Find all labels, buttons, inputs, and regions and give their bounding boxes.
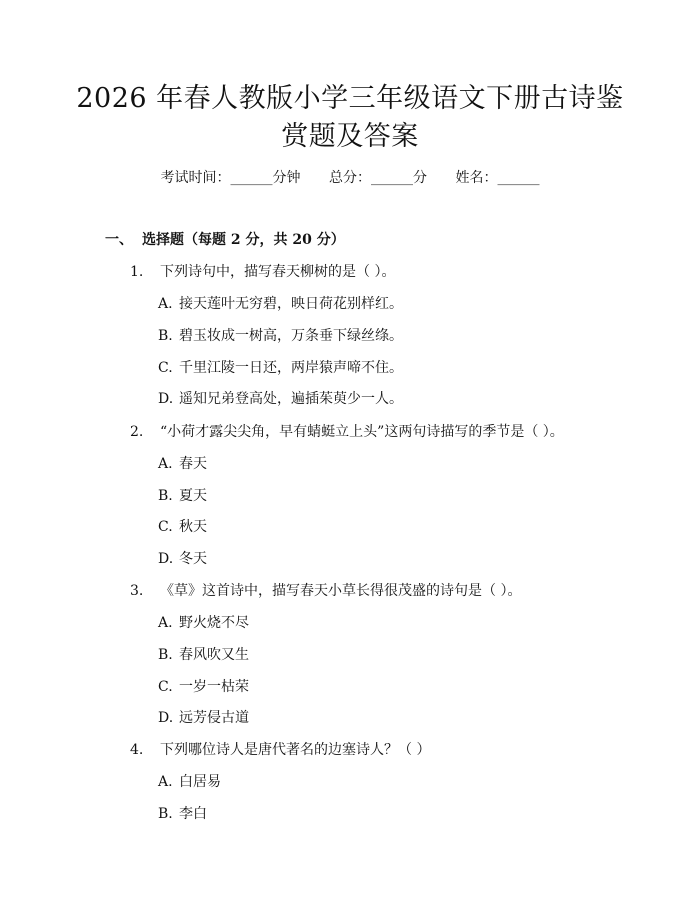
option: [158, 486, 207, 506]
question-text: 下列哪位诗人是唐代著名的边塞诗人？（ ）: [160, 742, 431, 758]
option-label: A.: [158, 456, 173, 472]
option-text: 夏天: [179, 488, 207, 504]
option: [158, 677, 249, 697]
question: [130, 740, 430, 760]
option: [158, 772, 221, 792]
option-text: 冬天: [179, 551, 207, 567]
option-text: 野火烧不尽: [179, 615, 249, 631]
option-text: 碧玉妆成一树高，万条垂下绿丝绦。: [179, 328, 403, 344]
exam-time: 考试时间：______分钟: [160, 170, 301, 186]
option: [158, 389, 403, 409]
section-title: 选择题（每题 2 分，共 20 分）: [142, 232, 345, 248]
option: [158, 294, 403, 314]
option-label: B.: [158, 806, 173, 822]
question: [130, 262, 395, 282]
option: [158, 645, 249, 665]
option: [158, 517, 207, 537]
option-label: D.: [158, 391, 174, 407]
option-text: 秋天: [179, 519, 207, 535]
option: [158, 804, 207, 824]
option-label: C.: [158, 679, 173, 695]
question-number: 1.: [130, 264, 144, 280]
option-label: D.: [158, 551, 174, 567]
option-label: B.: [158, 488, 173, 504]
question: [130, 581, 521, 601]
title-line-1: 2026 年春人教版小学三年级语文下册古诗鉴: [76, 83, 624, 114]
title-line-2: 赏题及答案: [281, 121, 419, 152]
option-label: B.: [158, 328, 173, 344]
option-text: 春天: [179, 456, 207, 472]
option-label: D.: [158, 710, 174, 726]
question-text: “小荷才露尖尖角，早有蜻蜓立上头”这两句诗描写的季节是（ ）。: [160, 424, 564, 440]
option-label: A.: [158, 774, 173, 790]
section-number: 一、: [105, 232, 133, 248]
option-text: 一岁一枯荣: [179, 679, 249, 695]
option: [158, 708, 249, 728]
option: [158, 326, 403, 346]
option-label: A.: [158, 615, 173, 631]
option: [158, 454, 207, 474]
option-text: 千里江陵一日还，两岸猿声啼不住。: [179, 360, 403, 376]
option-text: 李白: [179, 806, 207, 822]
option: [158, 549, 207, 569]
option-label: C.: [158, 360, 173, 376]
option-label: B.: [158, 647, 173, 663]
option-text: 春风吹又生: [179, 647, 249, 663]
option-text: 遥知兄弟登高处，遍插茱萸少一人。: [179, 391, 403, 407]
question-text: 下列诗句中，描写春天柳树的是（ ）。: [160, 264, 396, 280]
option: [158, 613, 249, 633]
document-title: [60, 80, 640, 156]
student-name: 姓名：______: [455, 170, 540, 186]
question-text: 《草》这首诗中，描写春天小草长得很茂盛的诗句是（ ）。: [160, 583, 522, 599]
option-label: A.: [158, 296, 173, 312]
question: [130, 422, 564, 442]
exam-score: 总分：______分: [329, 170, 427, 186]
option: [158, 358, 403, 378]
question-number: 4.: [130, 742, 144, 758]
option-label: C.: [158, 519, 173, 535]
question-number: 2.: [130, 424, 144, 440]
section-heading: [105, 230, 345, 250]
exam-meta: [0, 168, 700, 188]
option-text: 远芳侵古道: [179, 710, 249, 726]
question-number: 3.: [130, 583, 144, 599]
option-text: 白居易: [179, 774, 221, 790]
option-text: 接天莲叶无穷碧，映日荷花别样红。: [179, 296, 403, 312]
